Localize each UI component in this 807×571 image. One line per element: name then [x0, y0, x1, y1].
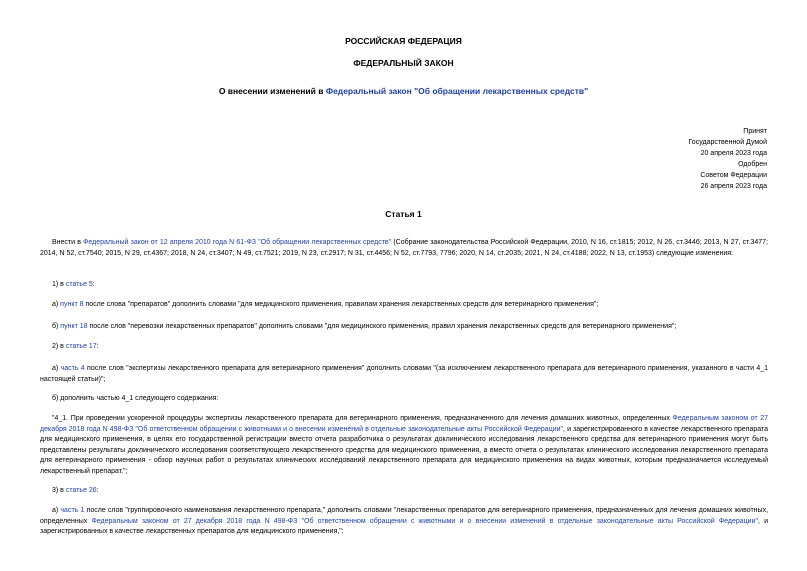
approval-line: Принят [743, 128, 767, 135]
doc-type-heading: ФЕДЕРАЛЬНЫЙ ЗАКОН [353, 58, 454, 68]
article-5-link[interactable]: статье 5 [65, 281, 93, 288]
text: (Собрание законодательства Российской Федерации, 2010, N 16, ст.1815; 2012, N 26, ст.3446; 2013, N 27, ст.3477; 2014, N 52, ст.7540; 2015, N 29, ст.4367; 2018, N 24, ст.3407; N 49, ст.7521; 2019, N 23, ст.2917; N 31, ст.4456; N 52, ст.7793, 7796; 2020, N 14, ст.2035; 2021, N 24, ст.4188; 2022, N 13, ст.1953) следующие изменения: [40, 239, 769, 257]
text: , и зарегистрированных в качестве лекарственных препаратов для медицинского применения,"; [40, 517, 768, 535]
paragraph-item-1b [40, 322, 768, 333]
approval-line: Советом Федерации [700, 172, 767, 179]
paragraph-part-4-1 [40, 414, 768, 477]
point-8-link[interactable]: пункт 8 [60, 301, 84, 308]
text: б) [52, 323, 61, 330]
text: после слов "группировочного наименования лекарственного препарата," дополнить словами "лекарственных препаратов для ветеринарного применения, предназначенных для лечения домашних животных, определенных [40, 507, 769, 525]
text: после слова "препаратов" дополнить словами "для медицинского применения, правилам хранения лекарственных средств для ветеринарного применения"; [83, 301, 599, 308]
text: после слов "экспертизы лекарственного препарата для ветеринарного применения" дополнить словами "(за исключением лекарственного препарата для ветеринарного применения, указанного в части 4_1 настоящей статьи)"; [40, 365, 769, 383]
text: 3) в [52, 487, 66, 494]
text: : [96, 343, 99, 350]
text: 1) в [52, 281, 66, 288]
paragraph-item-2a [40, 364, 768, 385]
paragraph-item-3 [40, 486, 768, 497]
approval-line: Государственной Думой [688, 139, 767, 146]
text: 2) в [52, 343, 66, 350]
text: , и зарегистрированного в качестве лекарственного препарата для медицинского применения, в целях его государственной регистрации вместо отчета разработчика о результатах доклинического исследования лекарственного средства для ветеринарного применения могут быть представлены результаты доклинического исследования соответствующего лекарственного средства для медицинского применения, а вместо отчета о результатах клинического исследования лекарственного препарата для ветеринарного применения - обзор научных работ о результатах клинических исследований лекарственного препарата для медицинского применения на видах животных, которым предназначается исследуемый лекарственный препарат."; [40, 425, 769, 475]
paragraph-item-3a [40, 506, 768, 538]
text: а) [52, 507, 61, 514]
text: после слов "перевозки лекарственных препаратов" дополнить словами "для медицинского применения, правил хранения лекарственных средств для ветеринарного применения"; [87, 323, 677, 330]
text: а) [52, 301, 61, 308]
paragraph-item-2b: б) дополнить частью 4_1 следующего содержания: [52, 395, 219, 402]
part-4-link[interactable]: часть 4 [60, 365, 85, 372]
country-heading: РОССИЙСКАЯ ФЕДЕРАЦИЯ [345, 36, 462, 46]
text: "4_1. При проведении ускоренной процедуры экспертизы лекарственного препарата для ветеринарного применения, предназначенного для лечения домашних животных, определенных [52, 415, 673, 422]
text: : [96, 487, 99, 494]
approval-line: 20 апреля 2023 года [700, 150, 767, 157]
part-1-link[interactable]: часть 1 [60, 507, 85, 514]
text: Внести в [52, 239, 84, 246]
point-18-link[interactable]: пункт 18 [60, 323, 88, 330]
law-title-link[interactable]: Федеральный закон "Об обращении лекарственных средств" [325, 86, 589, 96]
article-17-link[interactable]: статье 17 [65, 343, 97, 350]
paragraph-item-1a [40, 300, 768, 311]
law-title-prefix: О внесении изменений в [218, 86, 326, 96]
text: : [92, 281, 95, 288]
text: а) [52, 365, 61, 372]
article-26-link[interactable]: статье 26 [65, 487, 97, 494]
law-title [0, 86, 807, 96]
paragraph-intro [40, 238, 768, 259]
article-heading: Статья 1 [385, 209, 422, 219]
law-61-fz-link[interactable]: Федеральный закон от 12 апреля 2010 года N 61-ФЗ "Об обращении лекарственных средств" [83, 239, 392, 246]
approval-block [688, 126, 767, 192]
paragraph-item-1 [40, 280, 768, 291]
paragraph-item-2 [40, 342, 768, 353]
approval-line: Одобрен [738, 161, 767, 168]
approval-line: 26 апреля 2023 года [700, 183, 767, 190]
law-498-fz-link-2[interactable]: Федеральным законом от 27 декабря 2018 года N 498-ФЗ "Об ответственном обращении с животными и о внесении изменений в отдельные законодательные акты Российской Федерации" [91, 517, 758, 525]
law-498-fz-link[interactable]: Федеральным законом от 27 декабря 2018 года N 498-ФЗ "Об ответственном обращении с животными и о внесении изменений в отдельные законодательные акты Российской Федерации" [40, 415, 768, 433]
